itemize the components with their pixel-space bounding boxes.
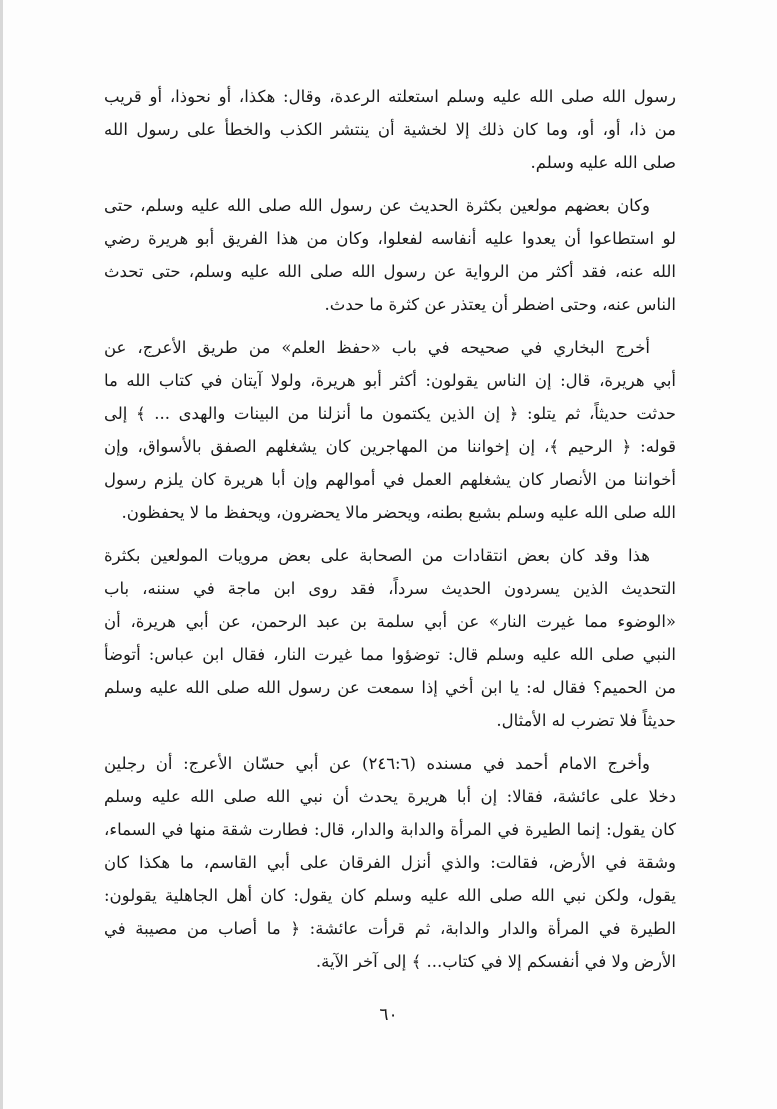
text-line: لو استطاعوا أن يعدوا عليه أنفاسه لفعلوا، وكان من هذا الفريق أبو هريرة رضي: [104, 229, 676, 248]
text-line: الأرض ولا في أنفسكم إلا في كتاب... ﴾ إلى آخر الآية.: [315, 952, 676, 971]
text-line: هذا وقد كان بعض انتقادات من الصحابة على بعض مرويات المولعين بكثرة: [104, 546, 650, 565]
text-line: وأخرج الامام أحمد في مسنده (٢٤٦:٦) عن أبي حسّان الأعرج: أن رجلين: [104, 754, 650, 773]
text-line: من الحميم؟ فقال له: يا ابن أخي إذا سمعت عن رسول الله صلى الله عليه وسلم: [104, 678, 676, 697]
text-line: «الوضوء مما غيرت النار» عن أبي سلمة بن عبد الرحمن، عن أبي هريرة، أن: [104, 612, 676, 631]
text-line: التحديث الذين يسردون الحديث سرداً، فقد روى ابن ماجة في سننه، باب: [104, 579, 676, 598]
text-line: حديثاً فلا تضرب له الأمثال.: [496, 711, 676, 730]
text-line: النبي صلى الله عليه وسلم قال: توضؤوا مما غيرت النار، فقال ابن عباس: أتوضأ: [104, 645, 676, 664]
text-line: دخلا على عائشة، فقالا: إن أبا هريرة يحدث أن نبي الله صلى الله عليه وسلم: [104, 787, 676, 806]
text-line: رسول الله صلى الله عليه وسلم استعلته الرعدة، وقال: هكذا، أو نحوذا، أو قريب: [104, 87, 676, 106]
text-line: الله عنه، فقد أكثر من الرواية عن رسول الله صلى الله عليه وسلم، حتى تحدث: [104, 262, 676, 281]
page-edge-shadow: [0, 0, 3, 1109]
paragraph-2: [104, 189, 676, 321]
text-line: كان يقول: إنما الطيرة في المرأة والدابة والدار، قال: فطارت شقة منها في السماء،: [104, 820, 676, 839]
text-line: قوله: ﴿ الرحيم ﴾، إن إخواننا من المهاجرين كان يشغلهم الصفق بالأسواق، وإن: [104, 437, 676, 456]
paragraph-3: [104, 331, 676, 529]
text-line: الطيرة في المرأة والدار والدابة، ثم قرأت عائشة: ﴿ ما أصاب من مصيبة في: [104, 919, 676, 938]
text-line: أبي هريرة، قال: إن الناس يقولون: أكثر أبو هريرة، ولولا آيتان في كتاب الله ما: [104, 371, 676, 390]
body-text: [104, 80, 676, 988]
paragraph-4: [104, 539, 676, 737]
text-line: وكان بعضهم مولعين بكثرة الحديث عن رسول الله صلى الله عليه وسلم، حتى: [104, 196, 650, 215]
text-line: صلى الله عليه وسلم.: [530, 153, 676, 172]
text-line: الناس عنه، وحتى اضطر أن يعتذر عن كثرة ما حدث.: [324, 295, 676, 314]
text-line: وشقة في الأرض، فقالت: والذي أنزل الفرقان على أبي القاسم، ما هكذا كان: [104, 853, 676, 872]
text-line: يقول، ولكن نبي الله صلى الله عليه وسلم كان يقول: كان أهل الجاهلية يقولون:: [104, 886, 676, 905]
text-line: أخواننا من الأنصار كان يشغلهم العمل في أموالهم وإن أبا هريرة كان يلزم رسول: [104, 470, 676, 489]
text-line: أخرج البخاري في صحيحه في باب «حفظ العلم» من طريق الأعرج، عن: [104, 338, 650, 357]
paragraph-1: [104, 80, 676, 179]
page-number: ٦٠: [379, 1005, 398, 1025]
text-line: الله صلى الله عليه وسلم بشبع بطنه، ويحضر مالا يحضرون، ويحفظ ما لا يحفظون.: [121, 503, 676, 522]
text-line: حدثت حديثاً، ثم يتلو: ﴿ إن الذين يكتمون ما أنزلنا من البينات والهدى ... ﴾ إلى: [104, 404, 676, 423]
paragraph-5: [104, 747, 676, 978]
text-line: من ذا، أو، أو، وما كان ذلك إلا لخشية أن ينتشر الكذب والخطأ على رسول الله: [104, 120, 676, 139]
